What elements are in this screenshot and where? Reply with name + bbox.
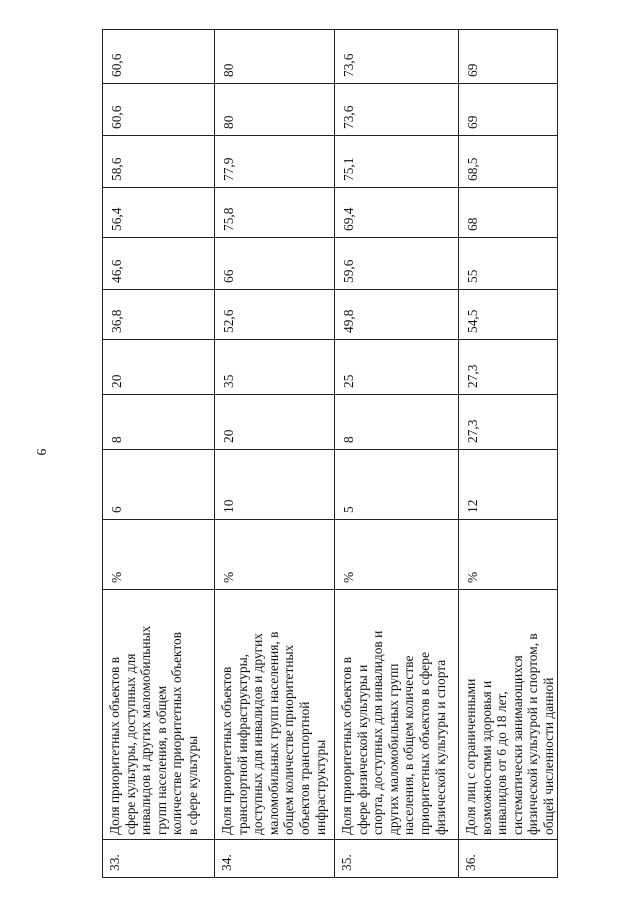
value-cell: 75,1	[335, 136, 459, 188]
value-cell: 68,5	[459, 136, 558, 188]
text-line: общей численности данной	[540, 677, 556, 835]
value-cell: 55	[459, 238, 558, 290]
value-cell: 77,9	[215, 136, 335, 188]
text-line: объектов транспортной	[296, 701, 312, 835]
text-line: транспортной инфраструктуры,	[234, 654, 250, 835]
text-line: Доля лиц с ограниченными	[463, 678, 478, 835]
text-line: сфере физической культуры и	[354, 664, 370, 835]
unit-cell: %	[215, 520, 335, 590]
value-cell: 5	[335, 450, 459, 520]
text-line: приоритетных объектов в сфере	[416, 652, 432, 835]
text-line: общем количестве приоритетных	[281, 644, 297, 835]
row-number: 34.	[215, 840, 335, 878]
value-cell: 12	[459, 450, 558, 520]
indicator-name	[215, 590, 335, 840]
row-number: 33.	[103, 840, 215, 878]
text-line: Доля приоритетных объектов в	[339, 656, 354, 835]
value-cell: 68	[459, 188, 558, 238]
table-row	[335, 30, 459, 878]
value-cell: 73,6	[335, 30, 459, 84]
value-cell: 80	[215, 30, 335, 84]
text-line: инфраструктуры	[312, 739, 328, 835]
value-cell: 73,6	[335, 84, 459, 136]
table-row	[215, 30, 335, 878]
value-cell: 69,4	[335, 188, 459, 238]
text-line: физической культурой и спортом, в	[525, 633, 541, 835]
value-cell: 10	[215, 450, 335, 520]
text-line: Доля приоритетных объектов в	[107, 656, 122, 835]
value-cell: 52,6	[215, 290, 335, 340]
indicator-name	[459, 590, 558, 840]
value-cell: 46,6	[103, 238, 215, 290]
text-line: групп населения, в общем	[153, 685, 169, 835]
text-line: Доля приоритетных объектов	[219, 666, 234, 835]
indicator-table-rotated	[102, 30, 556, 878]
text-line: населения, в общем количестве	[401, 655, 417, 835]
text-line: маломобильных групп населения, в	[265, 631, 281, 835]
value-cell: 80	[215, 84, 335, 136]
value-cell: 20	[215, 395, 335, 450]
text-line: инвалидов от 6 до 18 лет,	[494, 691, 510, 835]
unit-cell: %	[335, 520, 459, 590]
value-cell: 6	[103, 450, 215, 520]
value-cell: 35	[215, 340, 335, 395]
value-cell: 66	[215, 238, 335, 290]
value-cell: 69	[459, 30, 558, 84]
text-line: спорта, доступных для инвалидов и	[370, 630, 386, 835]
text-line: физической культуры и спорта	[432, 659, 448, 835]
value-cell: 69	[459, 84, 558, 136]
text-line: в сфере культуры	[184, 735, 200, 835]
text-line: других маломобильных групп	[385, 663, 401, 835]
value-cell: 56,4	[103, 188, 215, 238]
text-line: количестве приоритетных объектов	[169, 631, 185, 835]
value-cell: 25	[335, 340, 459, 395]
value-cell: 27,3	[459, 340, 558, 395]
value-cell: 59,6	[335, 238, 459, 290]
row-number: 36.	[459, 840, 558, 878]
value-cell: 36,8	[103, 290, 215, 340]
value-cell: 27,3	[459, 395, 558, 450]
unit-cell: %	[103, 520, 215, 590]
value-cell: 58,6	[103, 136, 215, 188]
value-cell: 49,8	[335, 290, 459, 340]
page-number: 9	[33, 448, 48, 456]
text-line: систематически занимающихся	[509, 655, 525, 835]
table-body	[103, 30, 558, 878]
table-row	[103, 30, 215, 878]
text-line: возможностями здоровья и	[478, 680, 494, 835]
text-line: сфере культуры, доступных для	[122, 653, 138, 835]
value-cell: 60,6	[103, 84, 215, 136]
indicator-name	[335, 590, 459, 840]
table-row	[459, 30, 558, 878]
indicator-table	[102, 29, 558, 878]
indicator-name	[103, 590, 215, 840]
value-cell: 75,8	[215, 188, 335, 238]
value-cell: 20	[103, 340, 215, 395]
row-number: 35.	[335, 840, 459, 878]
text-line: инвалидов и других маломобильных	[138, 625, 154, 835]
text-line: доступных для инвалидов и других	[250, 633, 266, 835]
value-cell: 8	[335, 395, 459, 450]
value-cell: 8	[103, 395, 215, 450]
value-cell: 54,5	[459, 290, 558, 340]
value-cell: 60,6	[103, 30, 215, 84]
unit-cell: %	[459, 520, 558, 590]
